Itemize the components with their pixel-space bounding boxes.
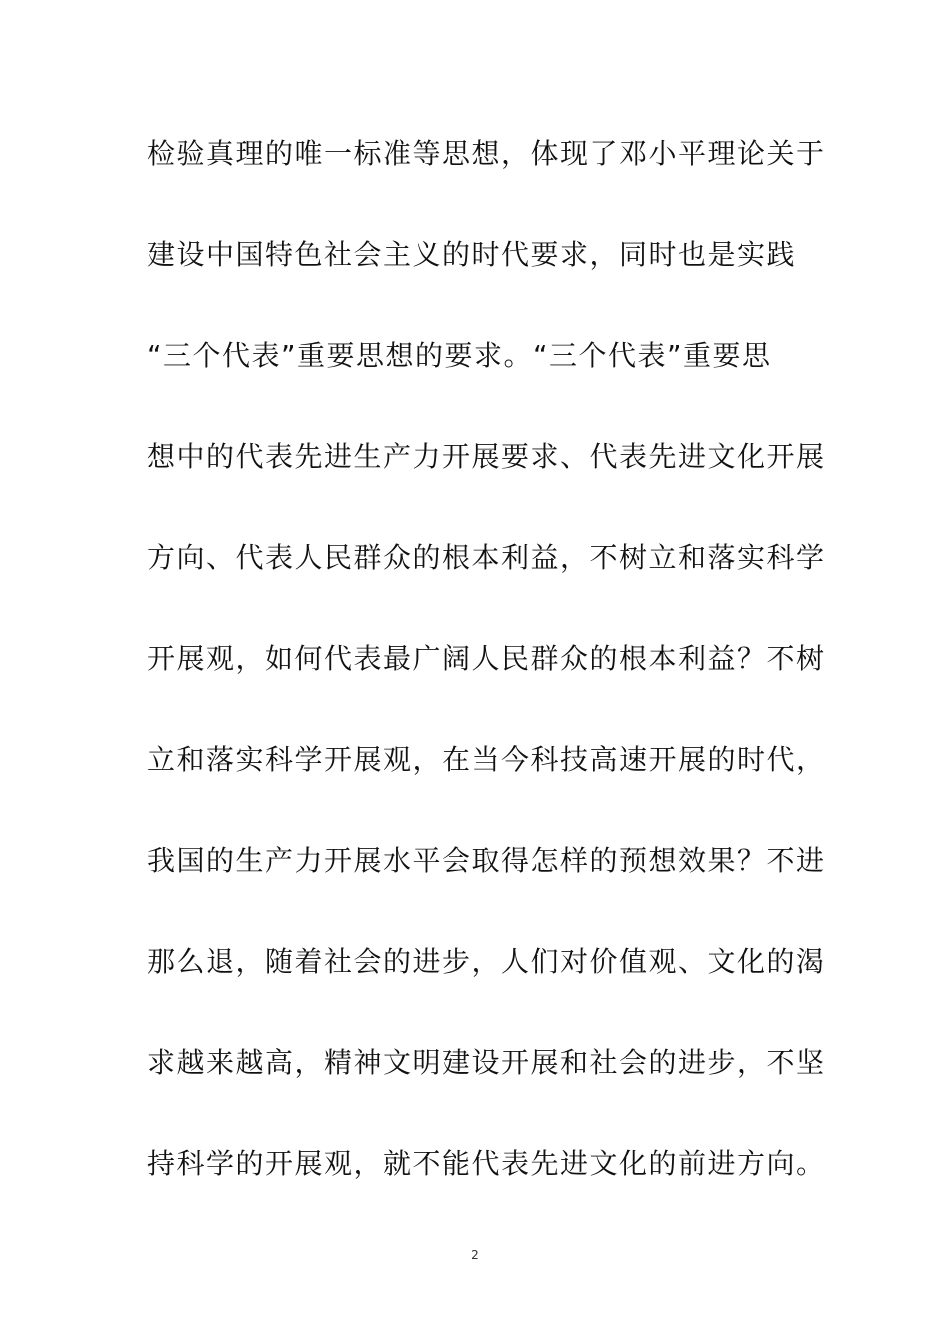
body-text	[147, 124, 827, 1235]
text-line: 方向、代表人民群众的根本利益，不树立和落实科学	[147, 541, 826, 574]
text-line: 想中的代表先进生产力开展要求、代表先进文化开展	[147, 440, 826, 473]
text-line: 检验真理的唯一标准等思想，体现了邓小平理论关于	[147, 137, 826, 170]
page-number: 2	[471, 1248, 479, 1262]
text-line: 那么退，随着社会的进步，人们对价值观、文化的渴	[147, 945, 826, 978]
text-line: 持科学的开展观，就不能代表先进文化的前进方向。	[147, 1147, 826, 1180]
text-line: 我国的生产力开展水平会取得怎样的预想效果？不进	[147, 844, 826, 877]
text-line: 建设中国特色社会主义的时代要求，同时也是实践	[147, 238, 797, 271]
text-line: 立和落实科学开展观，在当今科技高速开展的时代，	[147, 743, 826, 776]
text-line: 开展观，如何代表最广阔人民群众的根本利益？不树	[147, 642, 826, 675]
text-line: “三个代表”重要思想的要求。“三个代表”重要思	[147, 339, 772, 372]
text-line: 求越来越高，精神文明建设开展和社会的进步，不坚	[147, 1046, 826, 1079]
